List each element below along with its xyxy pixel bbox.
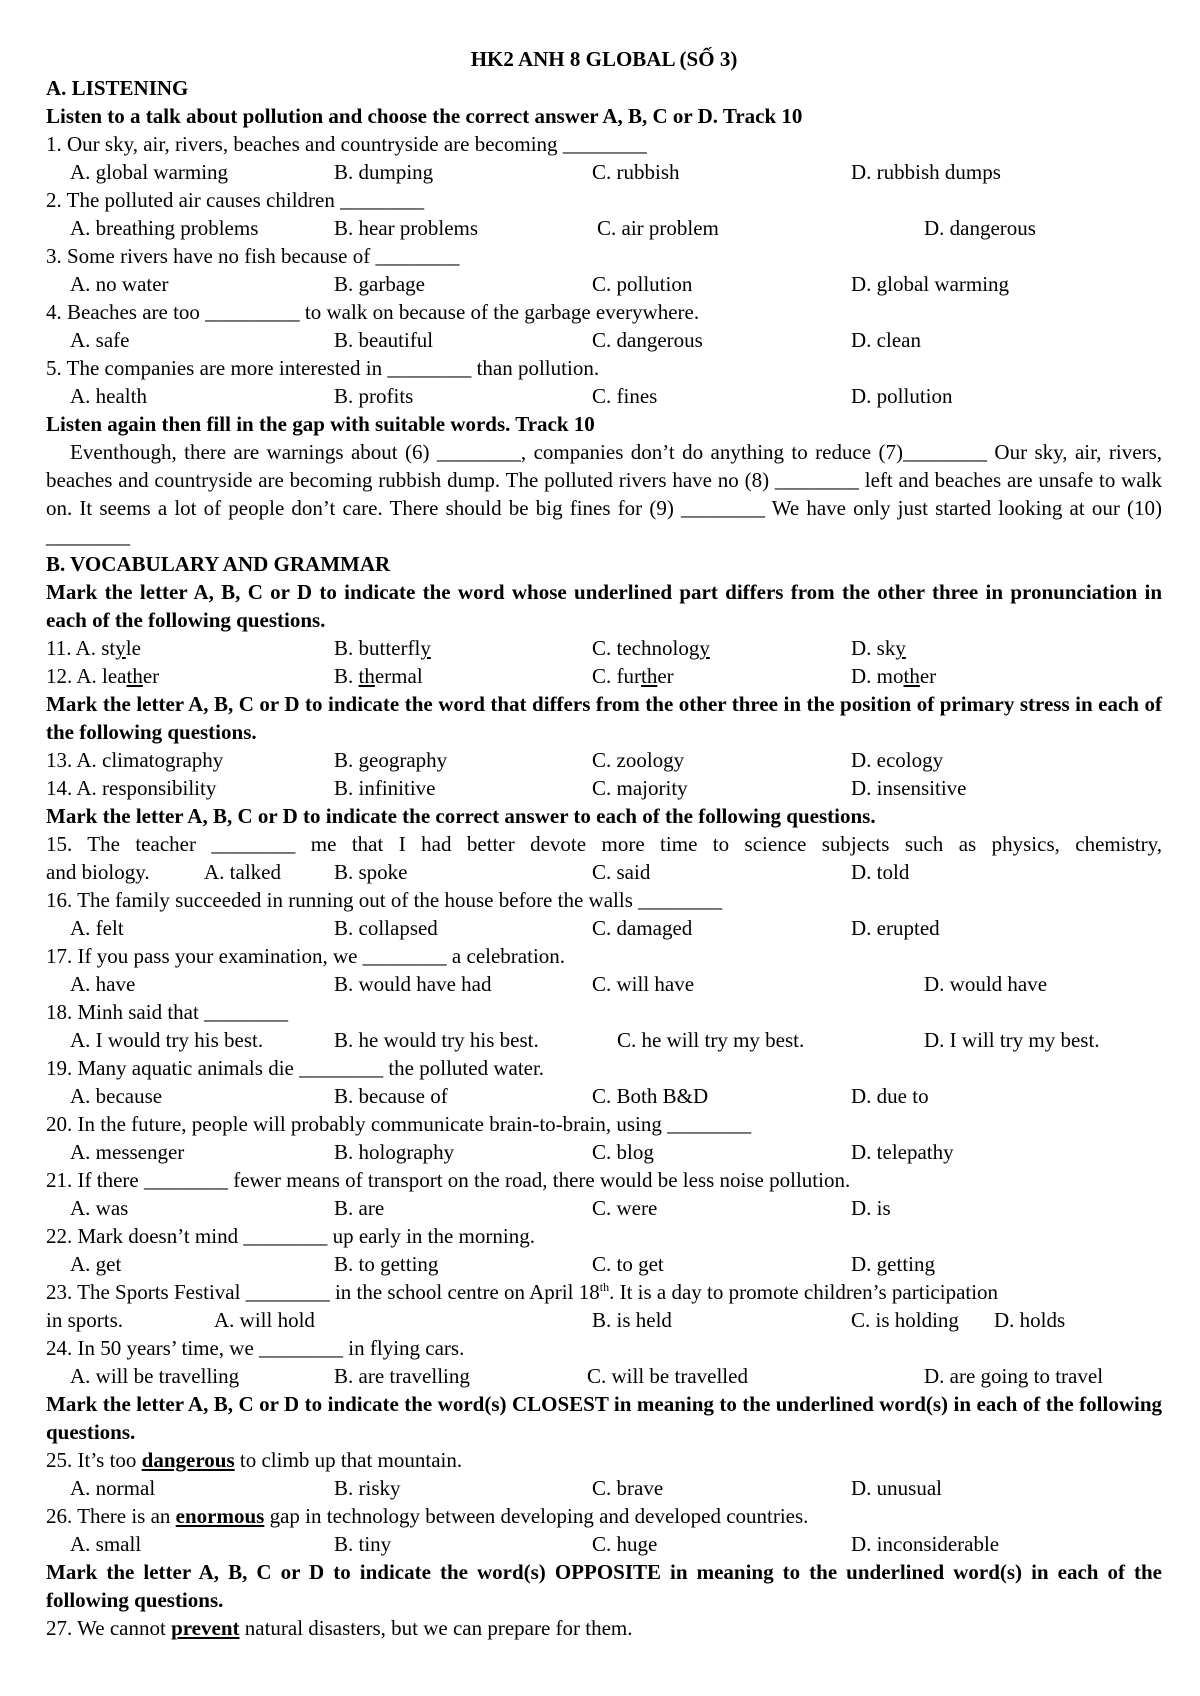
word-part: er (919, 664, 937, 688)
question-4-options (46, 326, 1162, 354)
option-c: C. will be travelled (587, 1364, 748, 1388)
underlined-part: y (115, 636, 126, 660)
option-a: 13. A. climatography (46, 748, 224, 772)
option-c: C. huge (592, 1532, 658, 1556)
word-part: C. technolog (592, 636, 700, 660)
option-c: C. he will try my best. (617, 1028, 805, 1052)
option-a: A. global warming (70, 160, 229, 184)
option-d: D. erupted (851, 916, 940, 940)
section-b-heading: B. VOCABULARY AND GRAMMAR (46, 552, 391, 576)
question-16-options (46, 914, 1162, 942)
option-b: B. risky (334, 1476, 401, 1500)
option-b: B. are (334, 1196, 385, 1220)
option-b: B. would have had (334, 972, 492, 996)
question-24-options (46, 1362, 1162, 1390)
question-24-stem: 24. In 50 years’ time, we ________ in flying cars. (46, 1336, 465, 1360)
stem-text: 23. The Sports Festival ________ in the school centre on April 18 (46, 1280, 600, 1304)
underlined-word: prevent (171, 1616, 240, 1640)
option-d: D. telepathy (851, 1140, 954, 1164)
gap-fill-passage: Eventhough, there are warnings about (6) ________, companies don’t do anything to reduce (7)________ Our sky, air, rivers, beaches and countryside are becoming rubbish dump. The polluted rivers have no (8) ________ left and beaches are unsafe to walk on. It seems a lot of people don’t care. There should be big fines for (9) ________ We have only just started looking at our (10) ________ (46, 440, 1162, 548)
option-a: A. felt (70, 916, 124, 940)
question-23-stem (46, 1278, 1162, 1306)
word-part: B. butterfl (334, 636, 421, 660)
option-c: C. rubbish (592, 160, 680, 184)
question-26-options (46, 1530, 1162, 1558)
option-b: B. because of (334, 1084, 448, 1108)
option-d: D. told (851, 860, 910, 884)
option-a (46, 634, 141, 662)
option-c: C. is holding (851, 1308, 959, 1332)
underlined-word: dangerous (141, 1448, 235, 1472)
stem-text: 26. There is an (46, 1504, 176, 1528)
underlined-part: y (895, 636, 906, 660)
option-b: B. spoke (334, 860, 408, 884)
option-d (851, 634, 906, 662)
question-15-options (46, 858, 1162, 886)
question-3-stem: 3. Some rivers have no fish because of ________ (46, 244, 460, 268)
question-5-options (46, 382, 1162, 410)
option-b: B. hear problems (334, 216, 479, 240)
option-d: D. global warming (851, 272, 1010, 296)
option-c: C. brave (592, 1476, 664, 1500)
instruction-listening-mc: Listen to a talk about pollution and choose the correct answer A, B, C or D. Track 10 (46, 104, 803, 128)
option-c: C. zoology (592, 748, 685, 772)
underlined-part: th (358, 664, 375, 688)
question-25-options (46, 1474, 1162, 1502)
instruction-stress: Mark the letter A, B, C or D to indicate the word that differs from the other three in the position of primary stress in each of the following questions. (46, 692, 1162, 744)
option-a: A. safe (70, 328, 130, 352)
option-d: D. would have (924, 972, 1048, 996)
question-4-stem: 4. Beaches are too _________ to walk on because of the garbage everywhere. (46, 300, 700, 324)
question-15-cont: and biology. (46, 860, 150, 884)
option-b: B. garbage (334, 272, 425, 296)
option-a: A. get (70, 1252, 122, 1276)
question-number: 12. A. (46, 664, 103, 688)
instruction-opposite-meaning: Mark the letter A, B, C or D to indicate the word(s) OPPOSITE in meaning to the underlined word(s) in each of the following questions. (46, 1560, 1162, 1612)
option-d: D. dangerous (924, 216, 1036, 240)
page-title: HK2 ANH 8 GLOBAL (SỐ 3) (470, 47, 738, 71)
option-c: C. to get (592, 1252, 664, 1276)
option-b: B. holography (334, 1140, 455, 1164)
exam-page (46, 44, 1162, 1642)
option-d: D. unusual (851, 1476, 942, 1500)
stem-text: . It is a day to promote children’s participation (609, 1280, 999, 1304)
underlined-part: y (420, 636, 431, 660)
option-a: A. have (70, 972, 136, 996)
option-c (592, 662, 674, 690)
underlined-part: th (903, 664, 920, 688)
option-c: C. dangerous (592, 328, 703, 352)
question-14 (46, 774, 1162, 802)
option-a: A. because (70, 1084, 163, 1108)
option-a: A. will hold (214, 1308, 315, 1332)
option-b: B. infinitive (334, 776, 436, 800)
question-20-options (46, 1138, 1162, 1166)
option-d: D. rubbish dumps (851, 160, 1001, 184)
option-c: C. Both B&D (592, 1084, 709, 1108)
option-b: B. collapsed (334, 916, 438, 940)
option-b: B. dumping (334, 160, 434, 184)
question-27-stem (46, 1614, 1162, 1642)
option-a (46, 662, 159, 690)
option-d: D. ecology (851, 748, 944, 772)
question-22-stem: 22. Mark doesn’t mind ________ up early in the morning. (46, 1224, 535, 1248)
underlined-word: enormous (175, 1504, 265, 1528)
question-12 (46, 662, 1162, 690)
option-b: B. tiny (334, 1532, 392, 1556)
word-part: lea (102, 664, 127, 688)
instruction-closest-meaning: Mark the letter A, B, C or D to indicate the word(s) CLOSEST in meaning to the underlined word(s) in each of the following questions. (46, 1392, 1162, 1444)
question-19-options (46, 1082, 1162, 1110)
section-a-heading: A. LISTENING (46, 76, 189, 100)
question-22-options (46, 1250, 1162, 1278)
question-2-options (46, 214, 1162, 242)
stem-text: gap in technology between developing and developed countries. (264, 1504, 809, 1528)
question-15-stem: 15. The teacher ________ me that I had better devote more time to science subjects such as physics, chemistry, (46, 832, 1162, 856)
instruction-listening-gap: Listen again then fill in the gap with suitable words. Track 10 (46, 412, 595, 436)
ordinal-suffix: th (599, 1280, 610, 1294)
word-part: st (101, 636, 116, 660)
option-b: B. profits (334, 384, 414, 408)
question-11 (46, 634, 1162, 662)
option-b: B. beautiful (334, 328, 434, 352)
option-c: C. were (592, 1196, 658, 1220)
option-d: D. pollution (851, 384, 953, 408)
option-b (334, 634, 431, 662)
question-16-stem: 16. The family succeeded in running out of the house before the walls ________ (46, 888, 723, 912)
option-a: A. small (70, 1532, 142, 1556)
stem-text: to climb up that mountain. (234, 1448, 463, 1472)
option-b: B. to getting (334, 1252, 439, 1276)
option-b (334, 662, 423, 690)
option-c: C. damaged (592, 916, 693, 940)
word-part: D. sk (851, 636, 896, 660)
underlined-part: th (126, 664, 143, 688)
option-d (851, 662, 936, 690)
option-d: D. getting (851, 1252, 935, 1276)
option-d: D. clean (851, 328, 921, 352)
option-b: B. is held (592, 1308, 672, 1332)
question-20-stem: 20. In the future, people will probably communicate brain-to-brain, using ________ (46, 1112, 752, 1136)
question-23-cont: in sports. (46, 1308, 124, 1332)
option-c: C. fines (592, 384, 658, 408)
word-part: C. fur (592, 664, 641, 688)
option-a: A. was (70, 1196, 129, 1220)
question-21-options (46, 1194, 1162, 1222)
option-d: D. insensitive (851, 776, 967, 800)
underlined-part: th (641, 664, 658, 688)
instruction-correct-answer: Mark the letter A, B, C or D to indicate the correct answer to each of the following questions. (46, 804, 876, 828)
option-a: A. no water (70, 272, 169, 296)
question-18-stem: 18. Minh said that ________ (46, 1000, 289, 1024)
question-25-stem (46, 1446, 1162, 1474)
option-b: B. he would try his best. (334, 1028, 539, 1052)
option-d: D. due to (851, 1084, 929, 1108)
question-2-stem: 2. The polluted air causes children ________ (46, 188, 425, 212)
question-17-stem: 17. If you pass your examination, we ________ a celebration. (46, 944, 566, 968)
stem-text: natural disasters, but we can prepare for them. (239, 1616, 633, 1640)
option-c: C. will have (592, 972, 695, 996)
option-a: A. messenger (70, 1140, 185, 1164)
word-part: D. mo (851, 664, 904, 688)
option-c: C. air problem (597, 216, 719, 240)
question-17-options (46, 970, 1162, 998)
question-13 (46, 746, 1162, 774)
question-23-options (46, 1306, 1162, 1334)
stem-text: 25. It’s too (46, 1448, 142, 1472)
option-a: A. talked (204, 860, 281, 884)
option-d: D. inconsiderable (851, 1532, 1000, 1556)
stem-text: 27. We cannot (46, 1616, 172, 1640)
word-part: le (125, 636, 141, 660)
question-18-options (46, 1026, 1162, 1054)
question-19-stem: 19. Many aquatic animals die ________ the polluted water. (46, 1056, 545, 1080)
question-3-options (46, 270, 1162, 298)
option-d: D. holds (994, 1308, 1066, 1332)
option-a: A. normal (70, 1476, 156, 1500)
question-5-stem: 5. The companies are more interested in ________ than pollution. (46, 356, 600, 380)
option-a: A. will be travelling (70, 1364, 240, 1388)
option-d: D. is (851, 1196, 891, 1220)
option-d: D. I will try my best. (924, 1028, 1100, 1052)
option-a: 14. A. responsibility (46, 776, 217, 800)
underlined-part: y (699, 636, 710, 660)
option-a: A. health (70, 384, 147, 408)
option-a: A. I would try his best. (70, 1028, 264, 1052)
word-part: ermal (374, 664, 423, 688)
word-part: B. (334, 664, 359, 688)
option-c (592, 634, 710, 662)
option-c: C. pollution (592, 272, 693, 296)
instruction-pronunciation: Mark the letter A, B, C or D to indicate the word whose underlined part differs from the other three in pronunciation in each of the following questions. (46, 580, 1162, 632)
option-c: C. said (592, 860, 651, 884)
question-1-stem: 1. Our sky, air, rivers, beaches and countryside are becoming ________ (46, 132, 647, 156)
word-part: er (142, 664, 160, 688)
option-b: B. geography (334, 748, 448, 772)
question-1-options (46, 158, 1162, 186)
option-b: B. are travelling (334, 1364, 470, 1388)
option-c: C. blog (592, 1140, 654, 1164)
question-26-stem (46, 1502, 1162, 1530)
word-part: er (657, 664, 674, 688)
option-a: A. breathing problems (70, 216, 259, 240)
question-21-stem: 21. If there ________ fewer means of transport on the road, there would be less noise pollution. (46, 1168, 851, 1192)
question-number: 11. A. (46, 636, 102, 660)
option-d: D. are going to travel (924, 1364, 1104, 1388)
option-c: C. majority (592, 776, 688, 800)
